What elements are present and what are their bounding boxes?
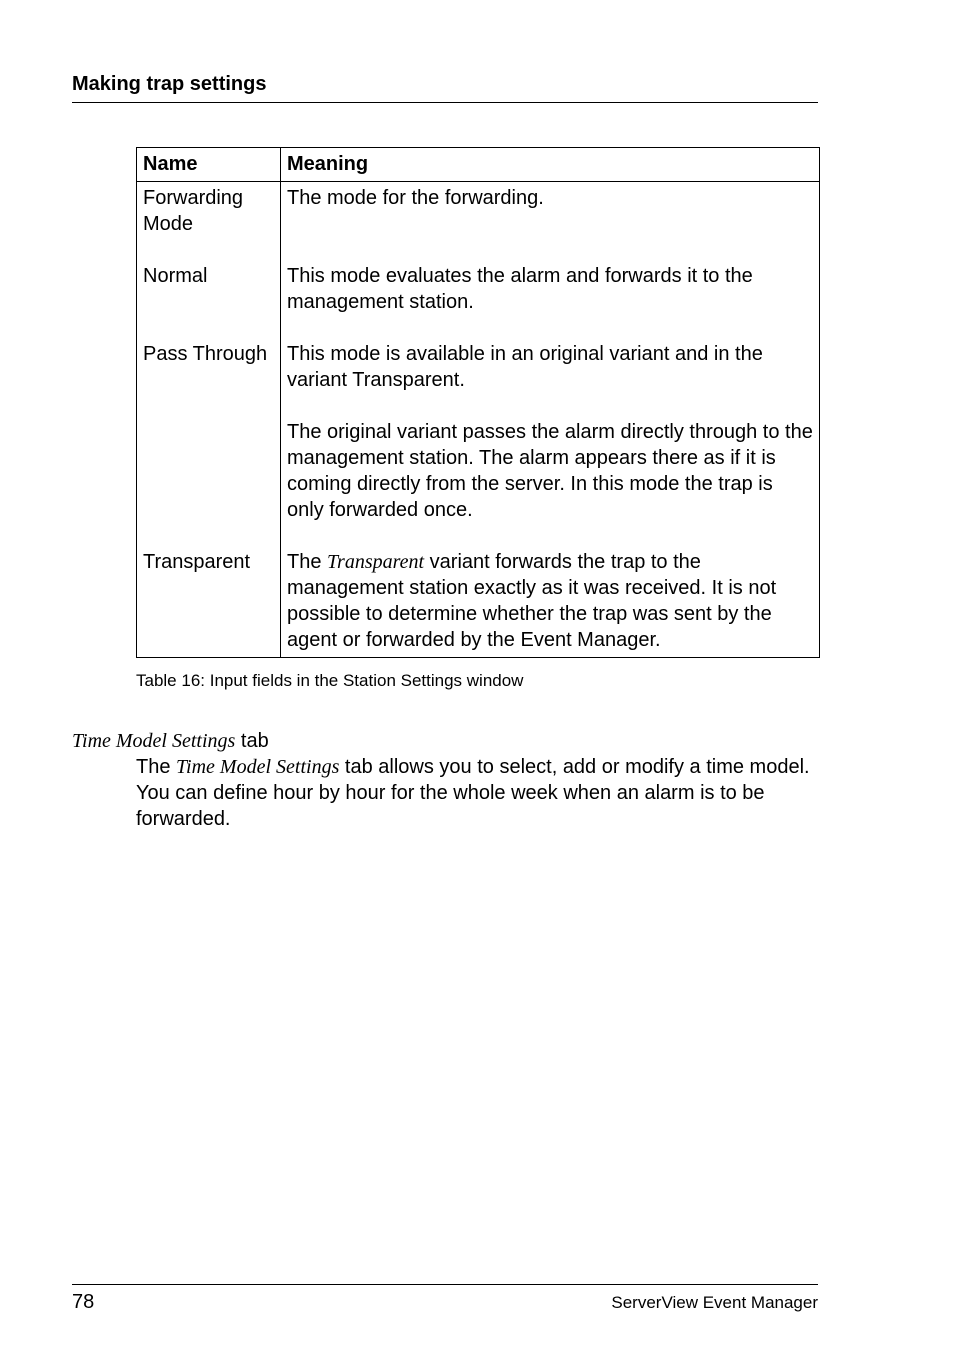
column-header-name: Name: [137, 148, 281, 182]
footer-divider: [72, 1284, 818, 1285]
footer-document-title: ServerView Event Manager: [611, 1293, 818, 1312]
row-name-transparent: [137, 523, 281, 658]
transparent-rest: variant forwards the trap to the management station exactly as it was received. It is not possible to determine whether the trap was sent by the agent or forwarded by the Event Manager.: [287, 551, 777, 651]
column-header-meaning: Meaning: [281, 148, 820, 182]
page-number: 78: [72, 1291, 95, 1313]
row-meaning-normal: [281, 237, 820, 315]
table-caption: Table 16: Input fields in the Station Settings window: [136, 671, 524, 690]
body-term: Time Model Settings: [176, 756, 340, 778]
row-meaning-normal-text: This mode evaluates the alarm and forwards it to the management station.: [287, 265, 753, 313]
transparent-prefix: The: [287, 551, 322, 573]
transparent-term: Transparent: [327, 551, 425, 573]
pass-through-paragraph-2: The original variant passes the alarm directly through to the management station. The alarm appears there as if it is coming directly from the server. In this mode the trap is only forwarded once.: [287, 421, 813, 521]
pass-through-paragraph-1: This mode is available in an original variant and in the variant Transparent.: [287, 343, 763, 391]
table-row: [137, 523, 820, 658]
row-name-normal: [137, 237, 281, 315]
section-heading-term: Time Model Settings: [72, 730, 236, 752]
table-header-row: [137, 148, 820, 182]
section-heading: [72, 729, 269, 753]
row-name-transparent-text: Transparent: [143, 551, 251, 573]
section-heading-suffix: tab: [240, 730, 269, 752]
table-row: [137, 315, 820, 523]
row-meaning-transparent: [281, 523, 820, 658]
row-meaning-forwarding-mode: The mode for the forwarding.: [281, 182, 820, 238]
body-prefix: The: [136, 756, 171, 778]
row-name-forwarding-mode: Forwarding Mode: [137, 182, 281, 238]
header-divider: [72, 102, 818, 103]
body-rest: tab allows you to select, add or modify a time model. You can define hour by hour for the whole week when an alarm is to be forwarded.: [136, 756, 810, 830]
row-name-pass-through: [137, 315, 281, 523]
page-header-title: Making trap settings: [72, 73, 267, 95]
section-body-paragraph: [136, 754, 820, 832]
row-name-normal-text: Normal: [143, 265, 208, 287]
table-row: [137, 237, 820, 315]
transparent-paragraph: [287, 549, 813, 653]
table-row: [137, 182, 820, 238]
input-fields-table: [136, 147, 820, 658]
row-meaning-pass-through: [281, 315, 820, 523]
row-name-pass-through-text: Pass Through: [143, 343, 268, 365]
